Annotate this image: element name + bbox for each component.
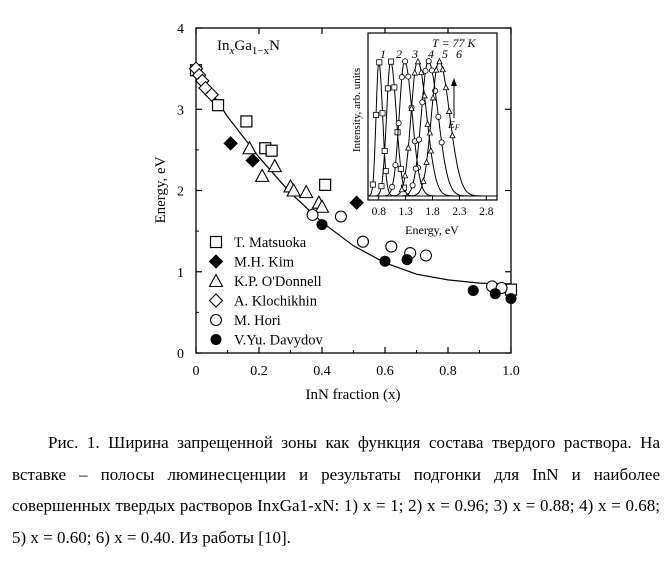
inset-point [380,111,385,116]
caption-text: Рис. 1. Ширина запрещенной зоны как функция состава твердого раствора. На вставке – полосы люминесценции и результаты подгонки для InN и наиболее совершенных твердых растворов InxGa1-xN: 1) x = 1; 2) x = 0.96; 3) x = 0.88; 4) x = 0.68; 5) x = 0.60; 6) x = 0.40. Из работы [10]. [12,433,660,547]
inset [351,33,497,237]
data-point [380,256,391,267]
legend-label: A. Klochikhin [234,293,317,310]
data-point [402,254,413,265]
inset-point [379,184,384,189]
x-axis-label: InN fraction (x) [305,387,401,403]
data-point [307,209,318,220]
inset-x-label: Energy, eV [405,223,459,237]
inset-point [399,75,404,80]
data-point [490,288,501,299]
x-tick-label: 0.4 [313,364,331,379]
legend [210,235,324,349]
figure-caption [12,427,660,553]
x-tick-label: 0.2 [250,364,268,379]
inset-curve-label: 1 [380,47,386,61]
legend-marker [210,294,223,307]
data-point [224,137,237,150]
inset-x-tick-label: 1.8 [425,206,440,218]
inset-point [389,59,394,64]
x-tick-label: 0 [192,364,200,379]
legend-marker [211,237,222,248]
legend-label: T. Matsuoka [234,235,307,251]
y-tick-label: 2 [177,184,184,200]
inset-curve-label: 5 [442,47,448,61]
inset-point [420,100,425,105]
legend-marker [210,255,223,268]
inset-point [423,68,428,73]
inset-point [382,148,387,153]
inset-point [390,184,395,189]
inset-point [393,162,398,167]
data-point [243,142,256,154]
data-point [268,160,281,172]
data-point [468,285,479,296]
legend-marker [211,315,222,326]
inset-x-tick-label: 2.3 [452,206,467,218]
y-axis-label: Energy, eV [153,156,169,224]
data-point [506,293,517,304]
x-tick-label: 0.6 [376,364,394,379]
inset-point [383,168,388,173]
inset-point [396,121,401,126]
data-point [256,169,269,181]
inset-point [373,112,378,117]
inset-temperature: T = 77 K [432,36,476,50]
y-tick-label: 4 [177,22,184,37]
inset-y-label: Intensity, arb. units [351,67,363,153]
legend-marker [211,334,222,345]
inset-point [413,166,418,171]
y-tick-label: 3 [177,103,184,119]
inset-curve-label: 3 [412,47,418,61]
data-point [335,211,346,222]
data-point [386,241,397,252]
legend-label: K.P. O'Donnell [234,274,322,290]
x-tick-label: 0.8 [439,364,457,379]
inset-x-tick-label: 1.3 [398,206,413,218]
inset-point [416,137,421,142]
inset-point [398,166,403,171]
y-tick-label: 1 [177,265,184,281]
data-point [266,145,277,156]
legend-marker [210,275,223,287]
data-point [350,196,363,209]
legend-label: V.Yu. Davydov [234,332,323,349]
inset-x-tick-label: 0.8 [371,206,386,218]
data-point [357,236,368,247]
inset-x-tick-label: 2.8 [479,206,494,218]
inset-point [410,183,415,188]
chart-title: $In_xGa_{1-x}N$ [217,38,280,57]
y-tick-label: 0 [177,347,184,362]
legend-label: M.H. Kim [234,254,295,271]
inset-point [436,114,441,119]
inset-point [385,86,390,91]
data-point [300,186,313,198]
inset-curve-label: 6 [456,47,462,61]
data-point [213,100,224,111]
data-point [317,219,328,230]
inset-point [402,59,407,64]
inset-fermi-label: EF [448,119,460,132]
inset-curve-label: 4 [428,47,434,61]
data-point [320,179,331,190]
data-point [241,116,252,127]
data-point [420,250,431,261]
inset-point [370,182,375,187]
inset-curve-label: 2 [396,47,402,61]
legend-label: M. Hori [234,313,281,329]
inset-point [439,140,444,145]
x-tick-label: 1.0 [502,364,520,379]
inset-point [392,85,397,90]
inset-point [406,74,411,79]
